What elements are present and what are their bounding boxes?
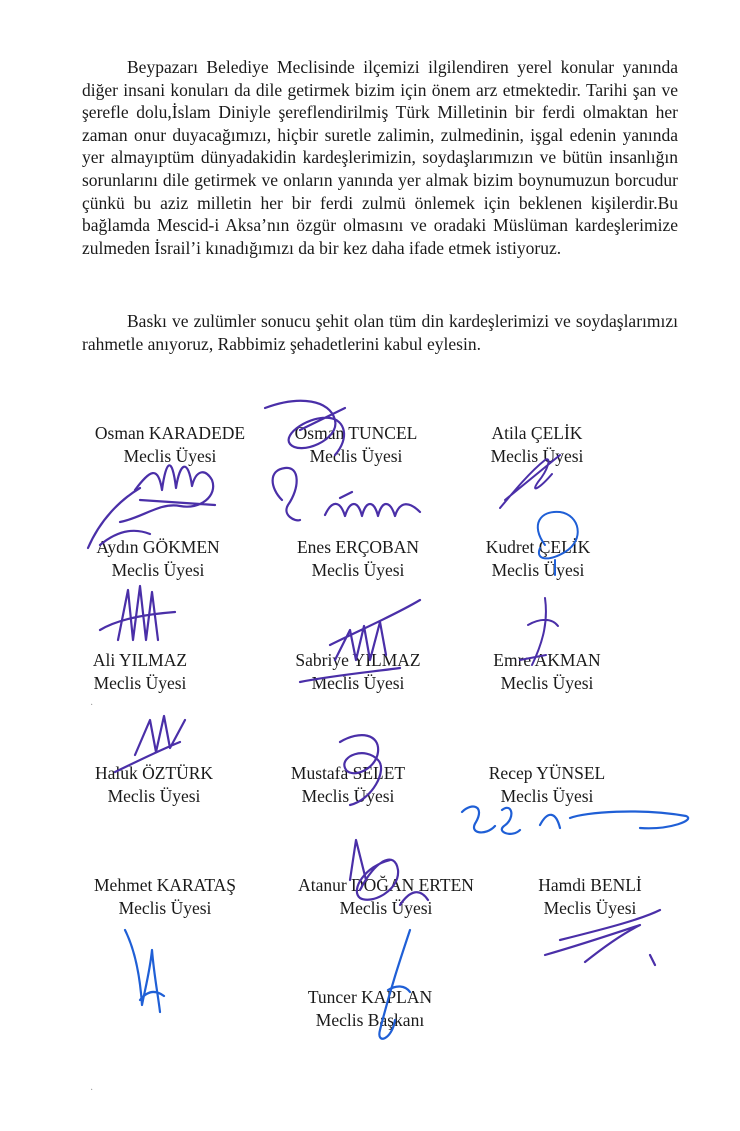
margin-mark: · — [90, 1085, 94, 1096]
signature-block-aydin-gokmen — [48, 536, 268, 581]
signatory-name: Recep YÜNSEL — [488, 763, 606, 783]
signatory-name: Tuncer KAPLAN — [307, 987, 433, 1007]
signature-block-recep-yunsel — [437, 762, 657, 807]
signatory-title: Meclis Üyesi — [491, 559, 585, 580]
signatory-title: Meclis Başkanı — [315, 1009, 425, 1030]
signatory-title: Meclis Üyesi — [123, 445, 217, 466]
signature-block-atanur-dogan-erten — [276, 874, 496, 919]
signature-block-kudret-celik — [428, 536, 648, 581]
signatory-name: Kudret ÇELİK — [485, 537, 591, 557]
signature-ink-osman-karadede — [120, 465, 215, 522]
paragraph-statement: Beypazarı Belediye Meclisinde ilçemizi ilgilendiren yerel konular yanında diğer insani konuları da dile getirmek bizim için önem arz etmektedir. Tarihi şan ve şerefle dolu,İslam Diniyle şereflendirilmiş Türk Milletinin bir ferdi olmaktan her zaman onur duyacağımızı, hiçbir suretle zalimin, zulmedinin, işgal edenin yanında yer almayıptüm dünyadakidin kardeşlerimizin, soydaşlarımızın ve bütün insanlığın sorunlarını dile getirmek ve onların yanında yer almak bizim boynumuzun borcudur çünkü bu aziz milletin her bir ferdi zulmü önlemek için beklenen kişilerdir.Bu bağlamda Mescid-i Aksa’nın özgür olmasını ve oradaki Müslüman kardeşlerimize zulmeden İsrail’i kınadığımızı da bir kez daha ifade etmek istiyoruz. — [82, 57, 678, 258]
signature-block-tuncer-kaplan — [260, 986, 480, 1031]
signatory-title: Meclis Üyesi — [339, 897, 433, 918]
signatory-name: Osman KARADEDE — [94, 423, 246, 443]
paragraph-condolence: Baskı ve zulümler sonucu şehit olan tüm din kardeşlerimizi ve soydaşlarımızı rahmetle anıyoruz, Rabbimiz şehadetlerini kabul eylesin. — [82, 311, 678, 354]
signatory-title: Meclis Üyesi — [311, 672, 405, 693]
signatory-name: Aydın GÖKMEN — [96, 537, 220, 557]
signatory-name: Mehmet KARATAŞ — [94, 875, 236, 895]
signatory-name: Atanur DOĞAN ERTEN — [298, 875, 474, 895]
signatory-name: Haluk ÖZTÜRK — [94, 763, 214, 783]
signatory-name: Sabriye YILMAZ — [295, 650, 421, 670]
signature-ink-enes-ercoban — [273, 468, 420, 520]
signatory-title: Meclis Üyesi — [301, 785, 395, 806]
signatory-title: Meclis Üyesi — [500, 672, 594, 693]
signatory-title: Meclis Üyesi — [118, 897, 212, 918]
signature-block-hamdi-benli — [480, 874, 700, 919]
margin-mark: · — [90, 700, 94, 711]
signature-ink-recep-yunsel — [462, 807, 688, 834]
signatory-name: Enes ERÇOBAN — [296, 537, 419, 557]
signatory-name: Mustafa SELET — [290, 763, 406, 783]
signatory-title: Meclis Üyesi — [93, 672, 187, 693]
signature-block-mehmet-karatas — [55, 874, 275, 919]
signature-block-emre-akman — [437, 649, 657, 694]
signature-block-sabriye-yilmaz — [248, 649, 468, 694]
signatory-title: Meclis Üyesi — [543, 897, 637, 918]
signatory-title: Meclis Üyesi — [111, 559, 205, 580]
signatory-name: Ali YILMAZ — [92, 650, 188, 670]
signatory-name: Hamdi BENLİ — [538, 875, 642, 895]
signature-ink-mehmet-karatas — [125, 930, 164, 1012]
signature-block-haluk-ozturk — [44, 762, 264, 807]
signatory-title: Meclis Üyesi — [309, 445, 403, 466]
signatory-title: Meclis Üyesi — [490, 445, 584, 466]
signatory-name: Emre AKMAN — [493, 650, 601, 670]
signatory-title: Meclis Üyesi — [500, 785, 594, 806]
signatory-name: Osman TUNCEL — [294, 423, 418, 443]
signature-ink-ali-yilmaz — [100, 586, 175, 640]
signature-block-atila-celik — [427, 422, 647, 467]
signatory-name: Atila ÇELİK — [491, 423, 583, 443]
signature-block-mustafa-selet — [238, 762, 458, 807]
signatory-title: Meclis Üyesi — [311, 559, 405, 580]
signature-block-ali-yilmaz — [30, 649, 250, 694]
signatory-title: Meclis Üyesi — [107, 785, 201, 806]
